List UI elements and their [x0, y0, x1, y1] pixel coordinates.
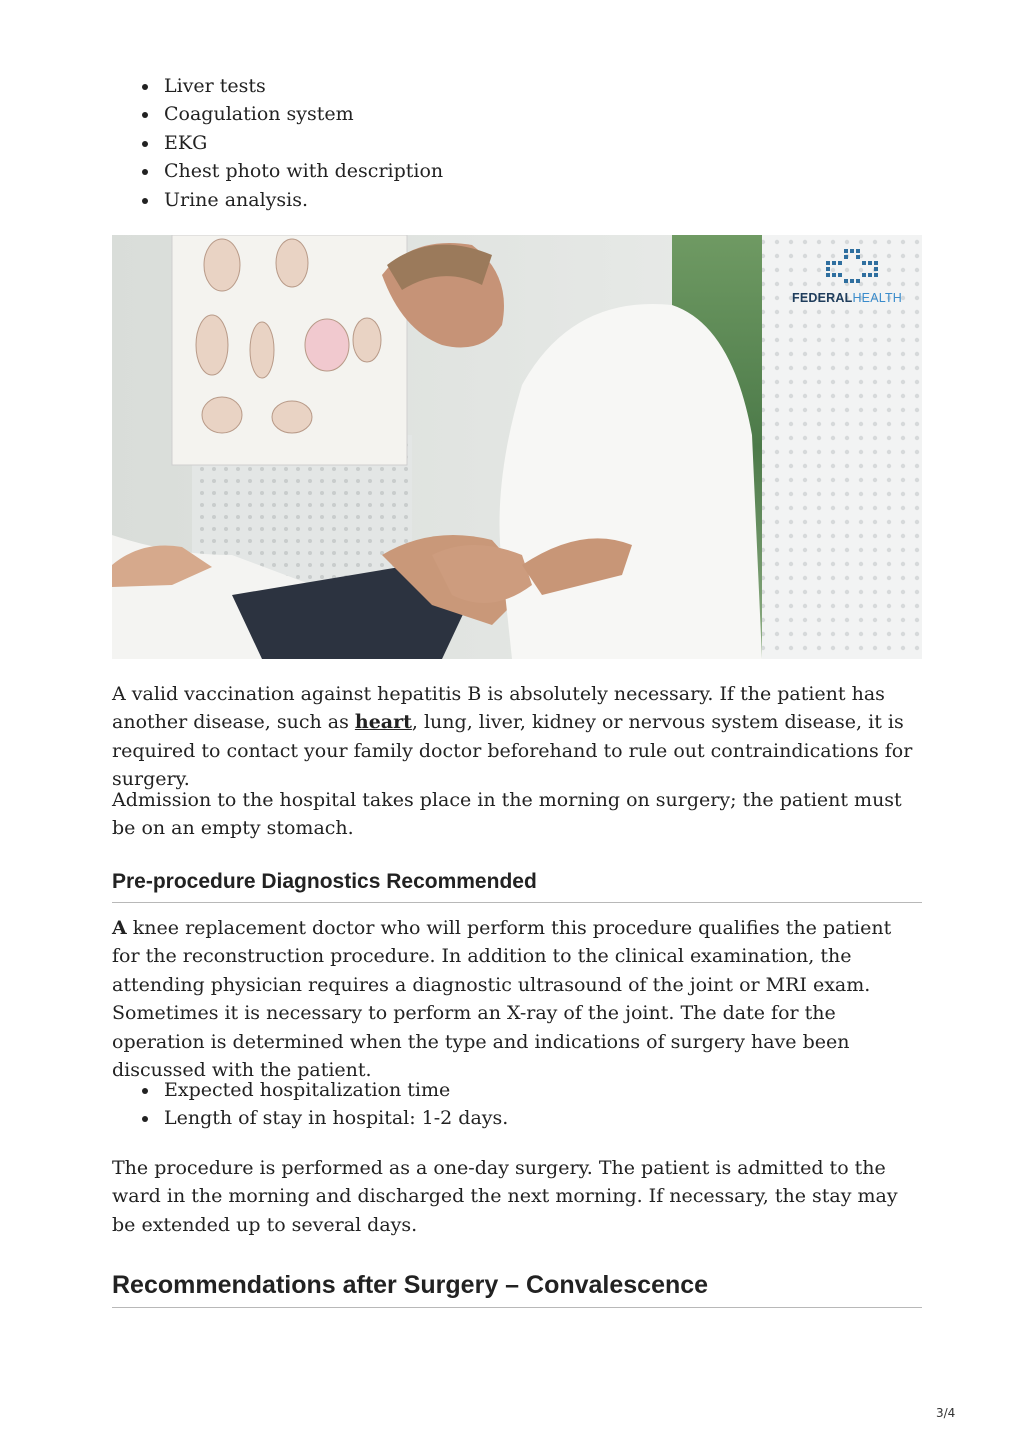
lead-letter: A: [112, 917, 127, 939]
federal-health-logo: [792, 249, 912, 309]
section-heading-convalescence: Recommendations after Surgery – Convalescence: [112, 1271, 709, 1299]
subheading-diagnostics: Pre-procedure Diagnostics Recommended: [112, 870, 537, 893]
list-item: Coagulation system: [112, 100, 922, 128]
page-number: 3/4: [936, 1406, 956, 1420]
list-item: Urine analysis.: [112, 186, 922, 214]
cross-logo-icon: [826, 249, 878, 285]
diagnostics-paragraph: [112, 914, 924, 1084]
list-item: Length of stay in hospital: 1-2 days.: [112, 1104, 922, 1132]
admission-paragraph: Admission to the hospital takes place in the morning on surgery; the patient must be on an empty stomach.: [112, 789, 902, 840]
list-item: Chest photo with description: [112, 157, 922, 185]
vaccination-paragraph: [112, 680, 924, 794]
paragraph-text: , lung, liver, kidney or nervous system disease, it is required to contact your family doctor beforehand to rule out contraindications for surgery.: [112, 711, 913, 791]
list-item: Liver tests: [112, 72, 922, 100]
logo-text-federal: FEDERAL: [792, 291, 853, 305]
procedure-paragraph: The procedure is performed as a one-day surgery. The patient is admitted to the ward in the morning and discharged the next morning. If necessary, the stay may be extended up to several days.: [112, 1157, 898, 1236]
physiotherapy-photo: [112, 235, 922, 659]
divider: [112, 902, 922, 903]
paragraph-text: knee replacement doctor who will perform this procedure qualifies the patient for the reconstruction procedure. In addition to the clinical examination, the attending physician requires a diagnostic ultrasound of the joint or MRI exam. Sometimes it is necessary to perform an X-ray of the joint. The date for the operation is determined when the type and indications of surgery have been discussed with the patient.: [112, 917, 892, 1082]
divider: [112, 1307, 922, 1308]
logo-text-health: HEALTH: [852, 291, 903, 305]
paragraph-text: A valid vaccination against hepatitis B is absolutely necessary. If the patient has another disease, such as: [112, 683, 885, 734]
stay-list: [112, 1076, 922, 1133]
test-list: [112, 72, 922, 214]
list-item: Expected hospitalization time: [112, 1076, 922, 1104]
heart-link[interactable]: heart: [354, 711, 412, 734]
list-item: EKG: [112, 129, 922, 157]
